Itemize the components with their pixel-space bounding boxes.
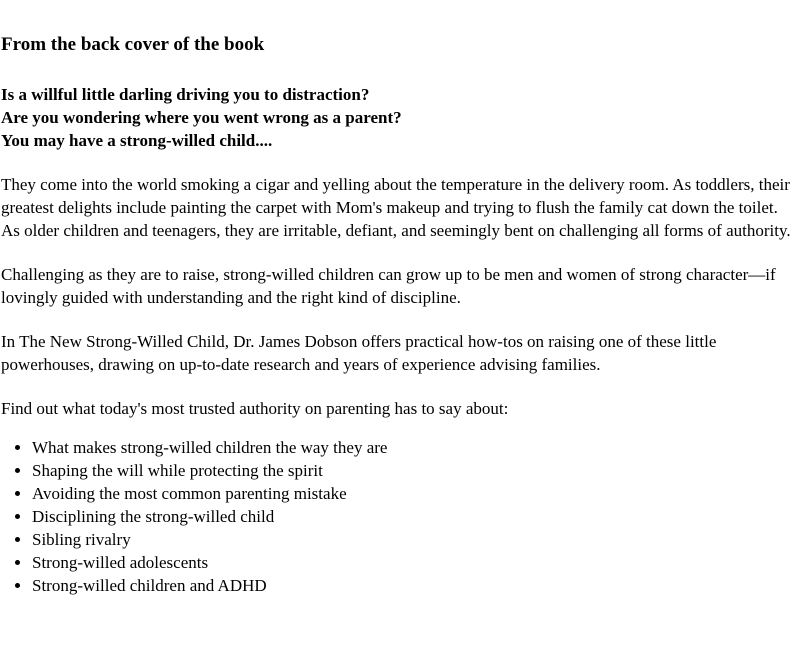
tagline-line-3: You may have a strong-willed child.... <box>1 131 273 150</box>
list-item: • What makes strong-willed children the way they are <box>32 436 792 459</box>
tagline-block <box>1 56 792 152</box>
body-paragraph-4: Find out what today's most trusted authority on parenting has to say about: <box>1 399 509 418</box>
list-item: • Disciplining the strong-willed child <box>32 505 792 528</box>
list-item: • Avoiding the most common parenting mistake <box>32 482 792 505</box>
tagline-line-2: Are you wondering where you went wrong as a parent? <box>1 108 402 127</box>
list-item: • Sibling rivalry <box>32 528 792 551</box>
tagline-line-1: Is a willful little darling driving you to distraction? <box>1 85 370 104</box>
list-item: • Strong-willed adolescents <box>32 551 792 574</box>
body-paragraph-1: They come into the world smoking a cigar and yelling about the temperature in the delivery room. As toddlers, their greatest delights include painting the carpet with Mom's makeup and trying to flush the family cat down the toilet. As older children and teenagers, they are irritable, defiant, and seemingly bent on challenging all forms of authority. <box>1 175 791 240</box>
list-item: • Shaping the will while protecting the spirit <box>32 459 792 482</box>
topics-list <box>1 420 792 597</box>
list-item: • Strong-willed children and ADHD <box>32 574 792 597</box>
body-paragraph-3: In The New Strong-Willed Child, Dr. James Dobson offers practical how-tos on raising one of these little powerhouses, drawing on up-to-date research and years of experience advising families. <box>1 332 717 374</box>
page-title: From the back cover of the book <box>1 34 265 55</box>
body-paragraph-2: Challenging as they are to raise, strong-willed children can grow up to be men and women of strong character—if lovingly guided with understanding and the right kind of discipline. <box>1 265 776 307</box>
